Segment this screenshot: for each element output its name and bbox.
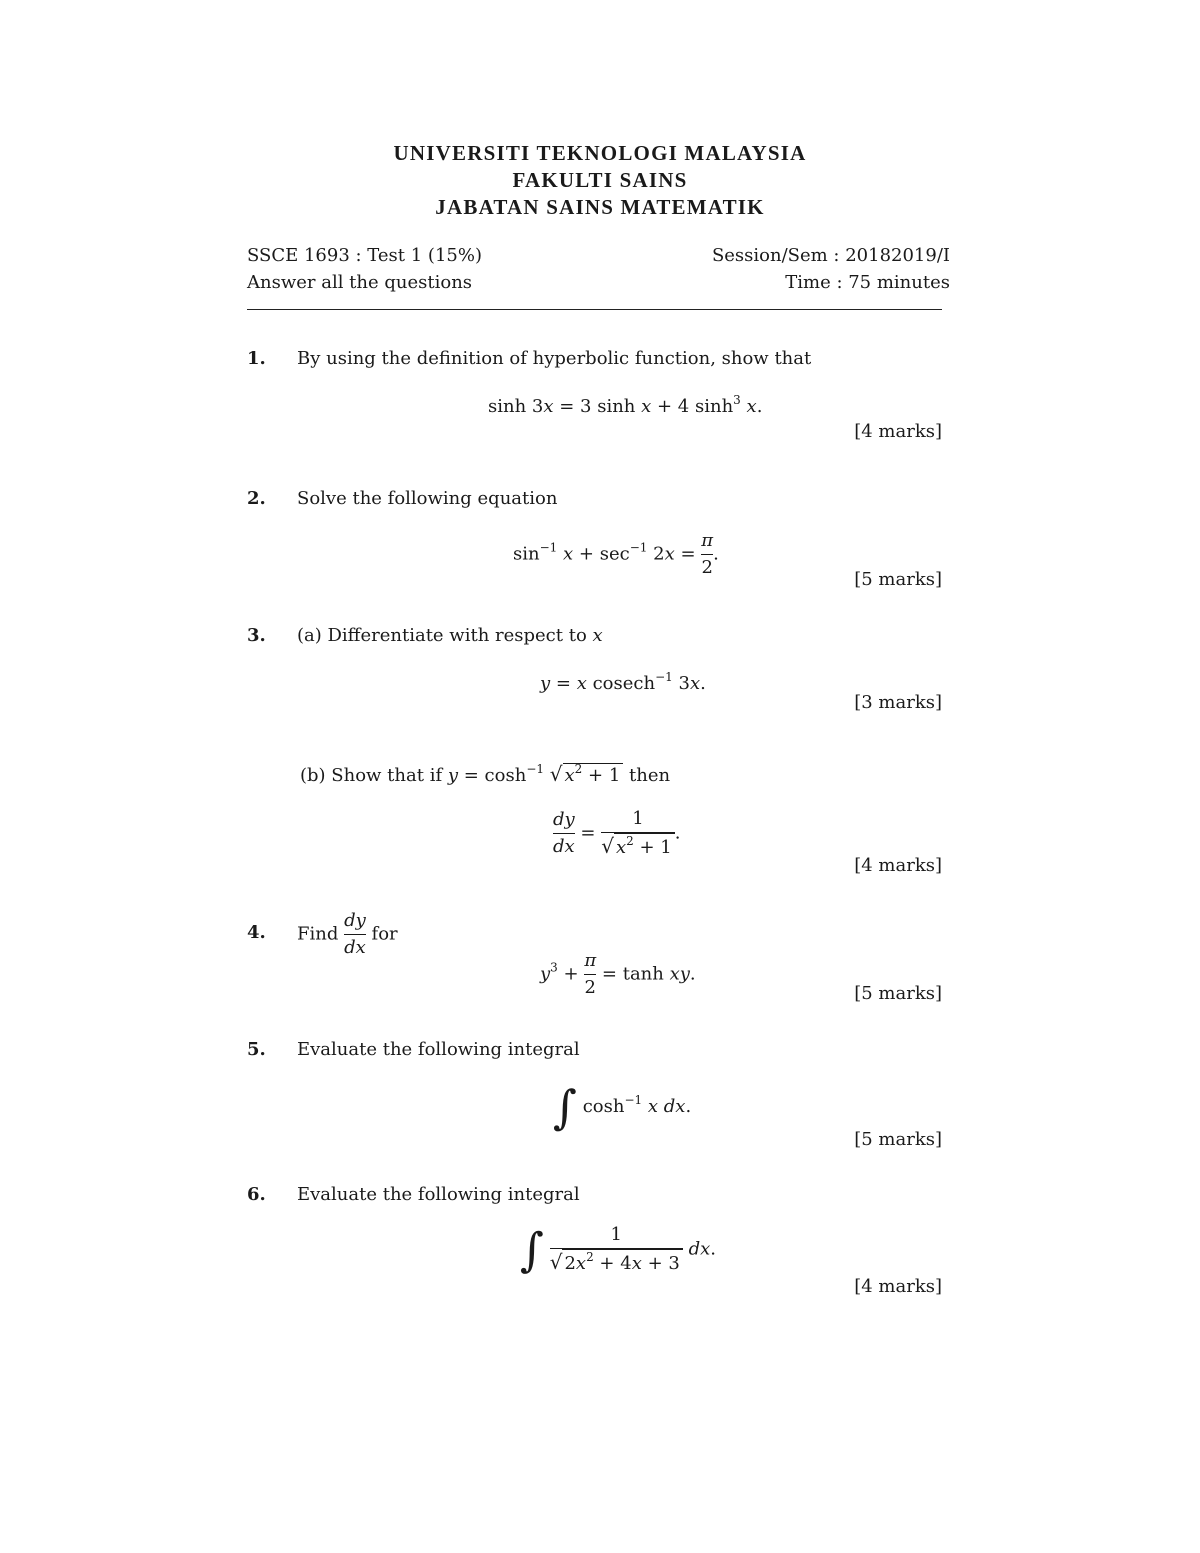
question-5-marks: [5 marks] bbox=[854, 1129, 942, 1150]
question-1-equation: sinh 3x = 3 sinh x + 4 $\sinh^3 x$. bbox=[488, 393, 763, 417]
question-3a-marks: [3 marks] bbox=[854, 692, 942, 713]
question-6-text: Evaluate the following integral bbox=[297, 1184, 580, 1205]
question-4-text: Find $\frac{dy}{dx}$ for bbox=[297, 910, 398, 958]
question-4-marks: [5 marks] bbox=[854, 983, 942, 1004]
question-5-text: Evaluate the following integral bbox=[297, 1039, 580, 1060]
question-4-number: 4. bbox=[247, 922, 266, 943]
question-1-number: 1. bbox=[247, 348, 266, 369]
question-6-marks: [4 marks] bbox=[854, 1276, 942, 1297]
session-info: Session/Sem : 20182019/I bbox=[711, 245, 950, 266]
question-2-number: 2. bbox=[247, 488, 266, 509]
question-2-equation: $\sin^{-1} x + \sec^{-1} 2x$ = $\frac{\pi}{2}$ . bbox=[513, 530, 719, 578]
question-1-text: By using the definition of hyperbolic function, show that bbox=[297, 348, 812, 369]
question-3b-label: (b) Show that if bbox=[300, 765, 443, 786]
time-info: Time : 75 minutes bbox=[785, 272, 950, 293]
question-4-find: Find bbox=[297, 923, 339, 945]
question-3b-then: then bbox=[629, 765, 671, 786]
question-5-number: 5. bbox=[247, 1039, 266, 1060]
question-3b-equation: $\frac{dy}{dx}$ = $\frac{1}{√ x^2 + 1}$ . bbox=[553, 806, 681, 861]
question-4-equation: $y^3$ + $\frac{\pi}{2}$ = tanh xy. bbox=[540, 950, 696, 998]
question-3-number: 3. bbox=[247, 625, 266, 646]
question-5-equation: ∫ $\cosh^{-1} x$ dx. bbox=[553, 1080, 692, 1134]
question-3a-variable: x bbox=[592, 625, 603, 646]
department-title: JABATAN SAINS MATEMATIK bbox=[435, 195, 765, 219]
question-4-for: for bbox=[371, 923, 398, 945]
question-3b-marks: [4 marks] bbox=[854, 855, 942, 876]
university-title: UNIVERSITI TEKNOLOGI MALAYSIA bbox=[393, 141, 807, 165]
header-divider bbox=[247, 309, 942, 310]
question-6-number: 6. bbox=[247, 1184, 266, 1205]
faculty-title: FAKULTI SAINS bbox=[512, 168, 688, 192]
question-3a-text bbox=[297, 625, 603, 646]
question-2-text: Solve the following equation bbox=[297, 488, 558, 509]
question-3b-text: (b) Show that if $y = \cosh^{-1}$ √ $x^2 + 1$ then bbox=[300, 762, 671, 786]
question-1-marks: [4 marks] bbox=[854, 421, 942, 442]
question-2-marks: [5 marks] bbox=[854, 569, 942, 590]
course-code: SSCE 1693 : Test 1 (15%) bbox=[247, 245, 482, 266]
question-6-equation: ∫ $\frac{1}{√ 2x^2 + 4x + 3}$ dx. bbox=[520, 1222, 716, 1277]
question-3a-equation: y = x cosech$^{-1}$ 3x. bbox=[540, 670, 706, 694]
question-3a-label: (a) Differentiate with respect to bbox=[297, 625, 587, 646]
instruction-text: Answer all the questions bbox=[247, 272, 473, 293]
